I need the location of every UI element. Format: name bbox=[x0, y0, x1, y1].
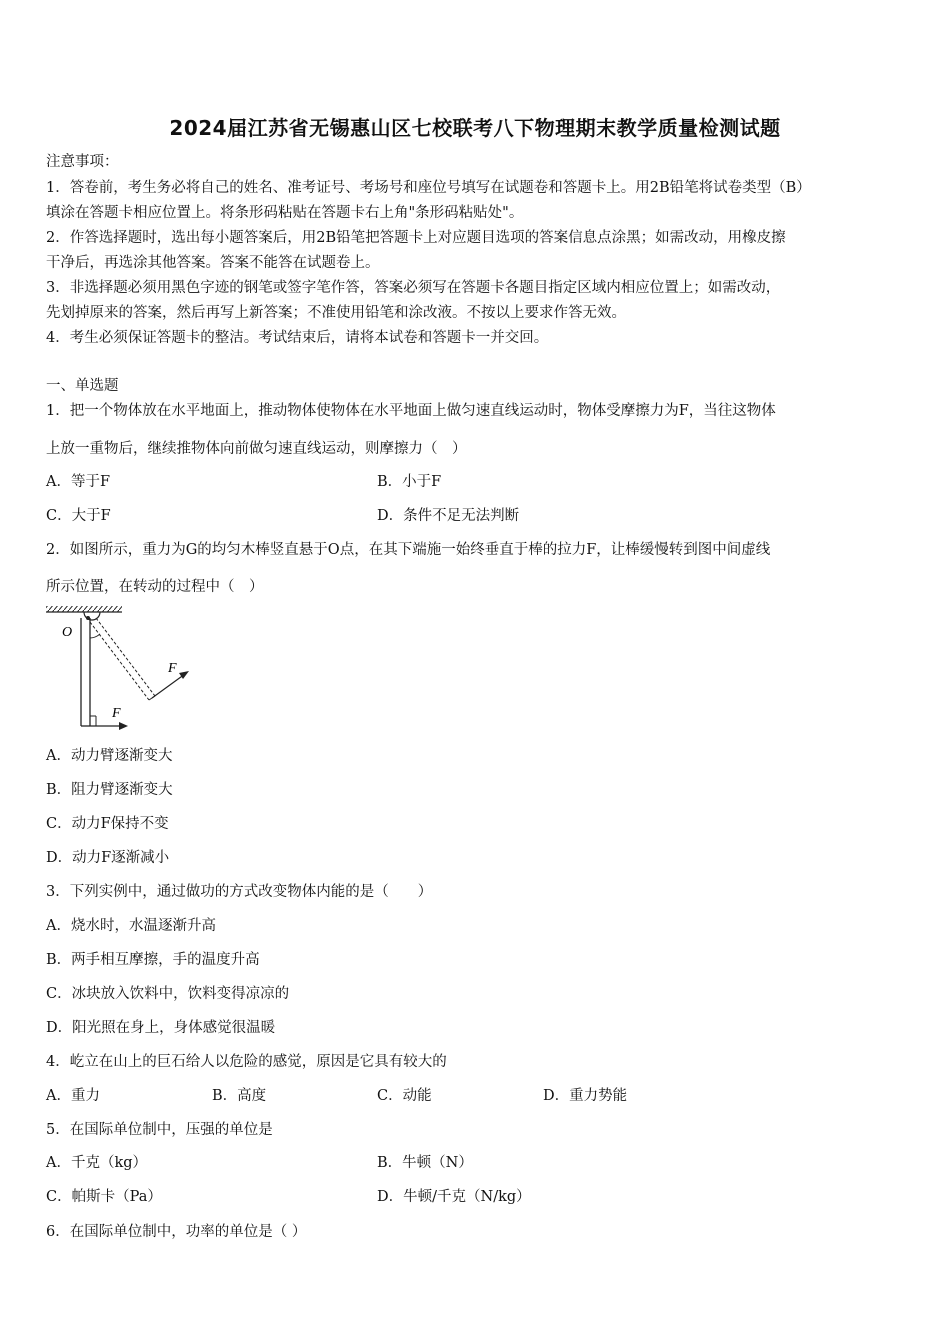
note-line: 3．非选择题必须用黑色字迹的钢笔或签字笔作答，答案必须写在答题卡各题目指定区域内相应位置上；如需改动， bbox=[46, 280, 781, 296]
question-3-option-d: D．阳光照在身上，身体感觉很温暖 bbox=[46, 1020, 276, 1036]
lever-diagram bbox=[44, 604, 194, 734]
force-label-rotated: F bbox=[168, 661, 177, 676]
question-3-option-b: B．两手相互摩擦，手的温度升高 bbox=[46, 952, 260, 968]
force-arrow-bottom bbox=[90, 716, 128, 730]
question-5-option-b: B．牛顿（N） bbox=[377, 1155, 473, 1171]
note-line: 4．考生必须保证答题卡的整洁。考试结束后，请将本试卷和答题卡一并交回。 bbox=[46, 330, 549, 346]
angle-arc bbox=[90, 634, 100, 638]
pivot-label: O bbox=[62, 625, 73, 640]
vertical-rod bbox=[81, 618, 90, 726]
rotated-rod-dashed bbox=[90, 618, 155, 700]
question-3-stem: 3．下列实例中，通过做功的方式改变物体内能的是（ ） bbox=[46, 884, 433, 900]
notes-heading: 注意事项： bbox=[46, 154, 119, 170]
question-5-option-a: A．千克（kg） bbox=[46, 1155, 148, 1171]
note-line: 2．作答选择题时，选出每小题答案后，用2B铅笔把答题卡上对应题目选项的答案信息点涂黑；如需改动，用橡皮擦 bbox=[46, 230, 786, 246]
question-2-stem: 2．如图所示，重力为G的均匀木棒竖直悬于O点，在其下端施一始终垂直于棒的拉力F，让棒缓慢转到图中间虚线 bbox=[46, 542, 771, 558]
question-2-stem: 所示位置，在转动的过程中（ ） bbox=[46, 579, 264, 595]
question-4-option-a: A．重力 bbox=[46, 1088, 100, 1104]
question-4-option-d: D．重力势能 bbox=[543, 1088, 628, 1104]
question-2-option-c: C．动力F保持不变 bbox=[46, 816, 169, 832]
question-1-stem: 上放一重物后，继续推物体向前做匀速直线运动，则摩擦力（ ） bbox=[46, 441, 467, 457]
force-label-bottom: F bbox=[112, 706, 121, 721]
question-4-stem: 4．屹立在山上的巨石给人以危险的感觉，原因是它具有较大的 bbox=[46, 1054, 447, 1070]
question-5-stem: 5．在国际单位制中，压强的单位是 bbox=[46, 1122, 273, 1138]
section-heading: 一、单选题 bbox=[46, 378, 119, 394]
note-line: 填涂在答题卡相应位置上。将条形码粘贴在答题卡右上角"条形码粘贴处"。 bbox=[46, 205, 524, 221]
question-2-option-d: D．动力F逐渐减小 bbox=[46, 850, 170, 866]
question-1-stem: 1．把一个物体放在水平地面上，推动物体使物体在水平地面上做匀速直线运动时，物体受摩擦力为F，当往这物体 bbox=[46, 403, 776, 419]
question-3-option-a: A．烧水时，水温逐渐升高 bbox=[46, 918, 216, 934]
question-1-option-c: C．大于F bbox=[46, 508, 111, 524]
ceiling-hatch bbox=[46, 606, 122, 612]
question-5-option-d: D．牛顿/千克（N/kg） bbox=[377, 1189, 531, 1205]
question-5-option-c: C．帕斯卡（Pa） bbox=[46, 1189, 162, 1205]
question-2-option-b: B．阻力臂逐渐变大 bbox=[46, 782, 173, 798]
question-1-option-b: B．小于F bbox=[377, 474, 442, 490]
note-line: 干净后，再选涂其他答案。答案不能答在试题卷上。 bbox=[46, 255, 380, 271]
question-1-option-a: A．等于F bbox=[46, 474, 111, 490]
note-line: 先划掉原来的答案，然后再写上新答案；不准使用铅笔和涂改液。不按以上要求作答无效。 bbox=[46, 305, 626, 321]
question-6-stem: 6．在国际单位制中，功率的单位是（ ） bbox=[46, 1224, 307, 1240]
question-4-option-b: B．高度 bbox=[212, 1088, 267, 1104]
question-4-option-c: C．动能 bbox=[377, 1088, 432, 1104]
note-line: 1．答卷前，考生务必将自己的姓名、准考证号、考场号和座位号填写在试题卷和答题卡上。用2B铅笔将试卷类型（B） bbox=[46, 180, 811, 196]
page-title: 2024届江苏省无锡惠山区七校联考八下物理期末教学质量检测试题 bbox=[169, 116, 781, 140]
question-2-option-a: A．动力臂逐渐变大 bbox=[46, 748, 173, 764]
question-1-option-d: D．条件不足无法判断 bbox=[377, 508, 520, 524]
question-3-option-c: C．冰块放入饮料中，饮料变得凉凉的 bbox=[46, 986, 290, 1002]
